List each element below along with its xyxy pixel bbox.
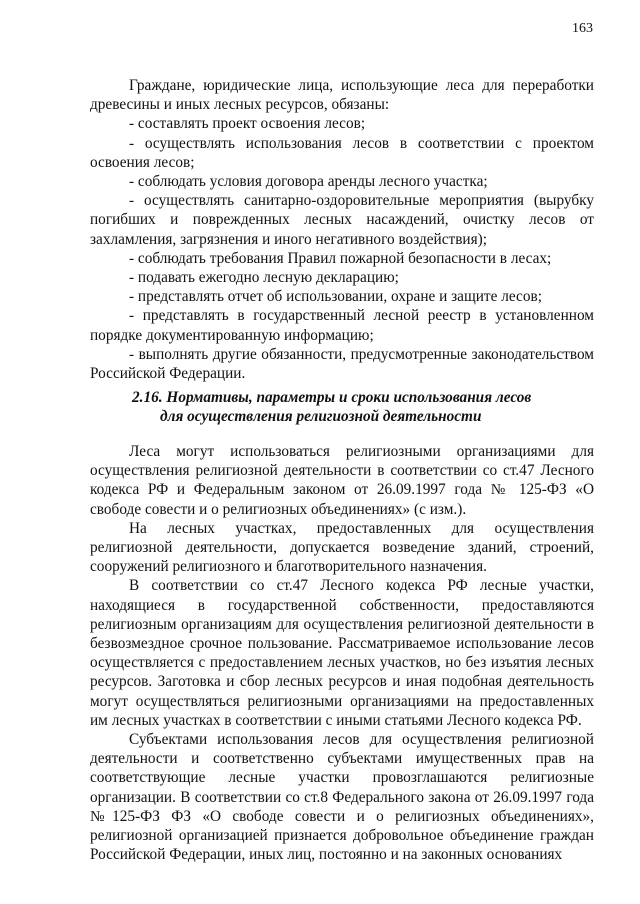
paragraph: На лесных участках, предоставленных для осуществления религиозной деятельности, допускается возведение зданий, строений, сооружений религиозного и благотворительного назначения.	[90, 519, 594, 576]
list-item: - выполнять другие обязанности, предусмотренные законодательством Российской Федерации.	[90, 345, 594, 383]
list-item: - подавать ежегодно лесную декларацию;	[129, 269, 399, 287]
section-body	[90, 442, 594, 864]
paragraph: Субъектами использования лесов для осуществления религиозной деятельности и соответственно субъектами имущественных прав на соответствующие лесные участки провозглашаются религиозные организации. В соответствии со ст.8 Федерального закона от 26.09.1997 года №125-ФЗ ФЗ «О свободе совести и о религиозных объединениях», религиозной организацией признается добровольное объединение граждан Российской Федерации, иных лиц, постоянно и на законных основаниях	[90, 731, 594, 864]
paragraph: В соответствии со ст.47 Лесного кодекса РФ лесные участки, находящиеся в государственной собственности, предоставляются религиозным организациям для осуществления религиозной деятельности в безвозмездное срочное пользование. Рассматриваемое использование лесов осуществляется с предоставлением лесных участков, но без изъятия лесных ресурсов. Заготовка и сбор лесных ресурсов и иная подобная деятельность могут осуществляться религиозными организациями на предоставленных им лесных участках в соответствии с иными статьями Лесного кодекса РФ.	[90, 577, 594, 729]
list-item: - составлять проект освоения лесов;	[129, 115, 366, 133]
section-heading	[90, 388, 594, 426]
paragraph: Граждане, юридические лица, использующие леса для переработки древесины и иных лесных ресурсов, обязаны:	[90, 77, 594, 114]
list-item: - соблюдать требования Правил пожарной безопасности в лесах;	[129, 249, 552, 267]
obligations-list	[90, 76, 594, 383]
section-heading-line-1: 2.16. Нормативы, параметры и сроки использования лесов	[132, 389, 532, 406]
list-item: - осуществлять санитарно-оздоровительные мероприятия (вырубку погибших и поврежденных лесных насаждений, очистку лесов от захламления, загрязнения и иного негативного воздействия);	[90, 192, 594, 248]
section-heading-line-2: для осуществления религиозной деятельности	[160, 408, 482, 425]
list-item: - представлять в государственный лесной реестр в установленном порядке документированную информацию;	[90, 307, 594, 344]
list-item: - соблюдать условия договора аренды лесного участка;	[129, 173, 488, 191]
list-item: - осуществлять использования лесов в соответствии с проектом освоения лесов;	[90, 134, 594, 171]
paragraph: Леса могут использоваться религиозными организациями для осуществления религиозной деятельности в соответствии со ст.47 Лесного кодекса РФ и Федеральным законом от 26.09.1997 года № 125-ФЗ «О свободе совести и о религиозных объединениях» (с изм.).	[90, 443, 594, 518]
list-item: - представлять отчет об использовании, охране и защите лесов;	[129, 288, 542, 306]
page-number: 163	[572, 21, 593, 36]
